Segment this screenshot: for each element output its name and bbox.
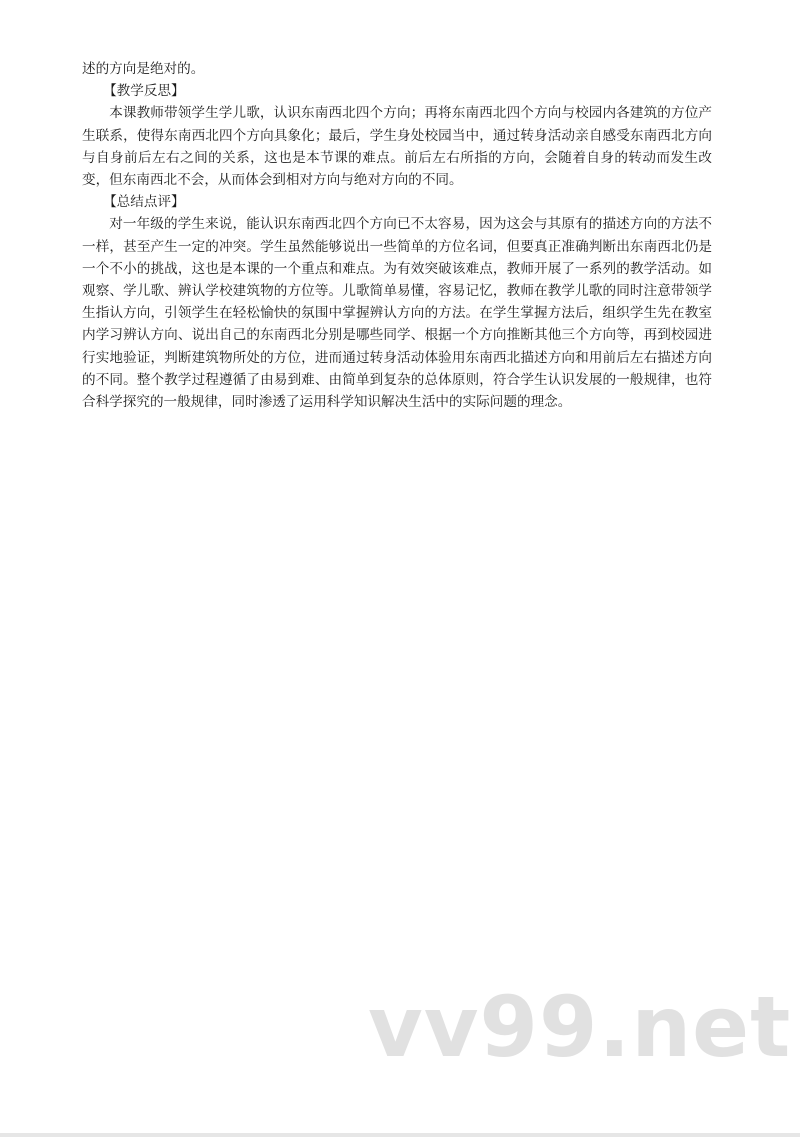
document-body: [82, 58, 712, 413]
continuation-text: 述的方向是绝对的。: [82, 61, 205, 77]
reflection-paragraph: 本课教师带领学生学儿歌，认识东南西北四个方向；再将东南西北四个方向与校园内各建筑的方位产生联系，使得东南西北四个方向具象化；最后，学生身处校园当中，通过转身活动亲自感受东南西北方向与自身前后左右之间的关系，这也是本节课的难点。前后左右所指的方向，会随着自身的转动而发生改变，但东南西北不会，从而体会到相对方向与绝对方向的不同。: [82, 105, 712, 189]
section-heading-summary-review: 【总结点评】: [103, 194, 185, 211]
site-watermark: vv99.net: [368, 978, 792, 1076]
page-bottom-divider: [0, 1133, 800, 1137]
summary-paragraph: 对一年级的学生来说，能认识东南西北四个方向已不太容易，因为这会与其原有的描述方向的方法不一样，甚至产生一定的冲突。学生虽然能够说出一些简单的方位名词，但要真正准确判断出东南西北仍是一个不小的挑战，这也是本课的一个重点和难点。为有效突破该难点，教师开展了一系列的教学活动。如观察、学儿歌、辨认学校建筑物的方位等。儿歌简单易懂，容易记忆，教师在教学儿歌的同时注意带领学生指认方向，引领学生在轻松愉快的氛围中掌握辨认方向的方法。在学生掌握方法后，组织学生先在教室内学习辨认方向、说出自己的东南西北分别是哪些同学、根据一个方向推断其他三个方向等，再到校园进行实地验证，判断建筑物所处的方位，进而通过转身活动体验用东南西北描述方向和用前后左右描述方向的不同。整个教学过程遵循了由易到难、由简单到复杂的总体原则，符合学生认识发展的一般规律，也符合科学探究的一般规律，同时渗透了运用科学知识解决生活中的实际问题的理念。: [82, 216, 712, 411]
section-heading-teaching-reflection: 【教学反思】: [103, 83, 185, 100]
